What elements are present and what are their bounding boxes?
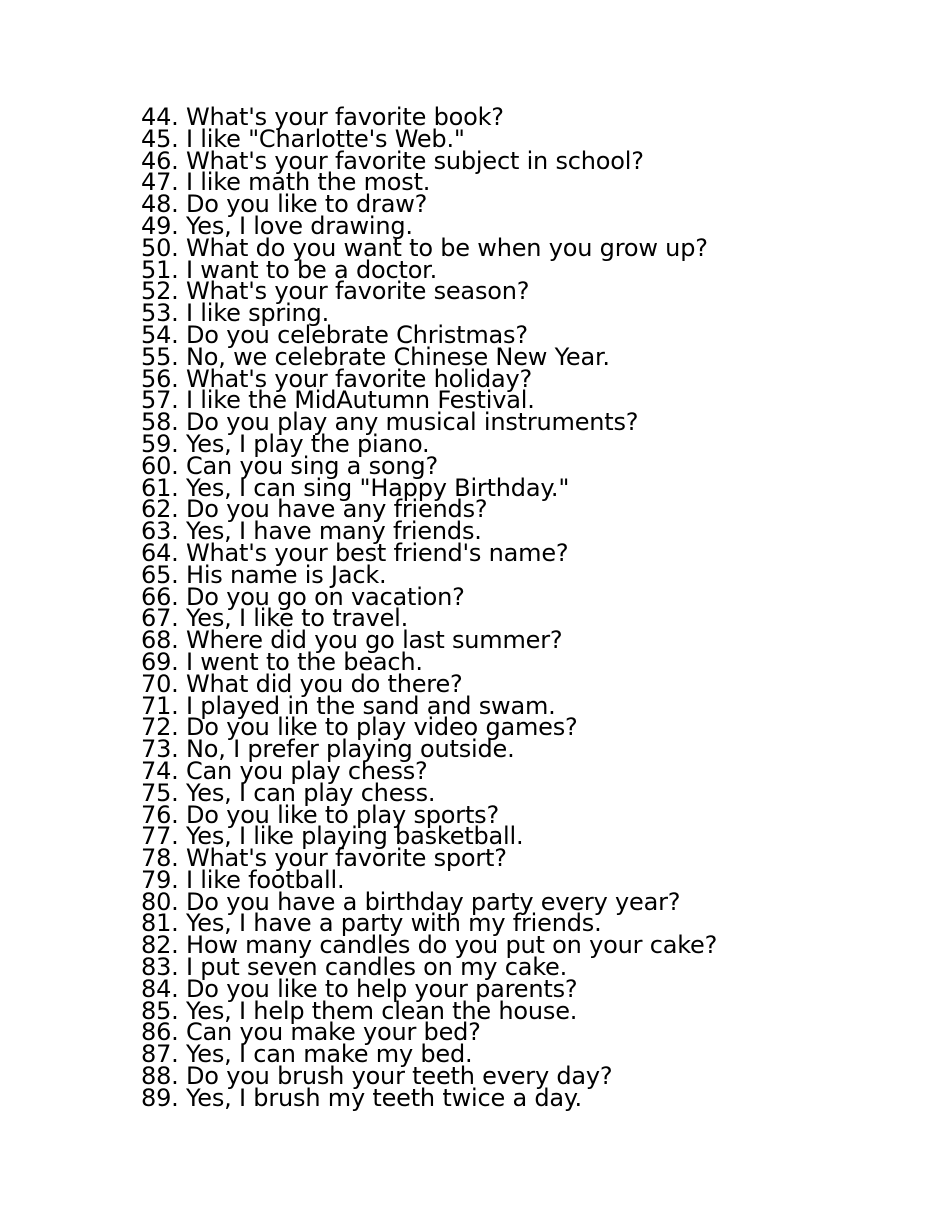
- document-line: 50. What do you want to be when you grow up?: [141, 233, 708, 262]
- document-line: 70. What did you do there?: [141, 669, 463, 698]
- document-line: 45. I like "Charlotte's Web.": [141, 124, 465, 153]
- document-line: 61. Yes, I can sing "Happy Birthday.": [141, 473, 570, 502]
- document-line: 48. Do you like to draw?: [141, 190, 428, 219]
- document-line: 85. Yes, I help them clean the house.: [141, 996, 578, 1025]
- document-line: 82. How many candles do you put on your cake?: [141, 931, 718, 960]
- document-line: 65. His name is Jack.: [141, 560, 387, 589]
- document-line: 78. What's your favorite sport?: [141, 844, 507, 873]
- document-line: 74. Can you play chess?: [141, 756, 428, 785]
- document-line: 75. Yes, I can play chess.: [141, 778, 436, 807]
- document-line: 58. Do you play any musical instruments?: [141, 408, 639, 437]
- document-line: 73. No, I prefer playing outside.: [141, 735, 515, 764]
- document-line: 57. I like the MidAutumn Festival.: [141, 386, 535, 415]
- document-line: 71. I played in the sand and swam.: [141, 691, 556, 720]
- document-line: 54. Do you celebrate Christmas?: [141, 320, 528, 349]
- document-line: 60. Can you sing a song?: [141, 451, 438, 480]
- document-line: 56. What's your favorite holiday?: [141, 364, 533, 393]
- document-line: 77. Yes, I like playing basketball.: [141, 822, 524, 851]
- document-line: 72. Do you like to play video games?: [141, 713, 578, 742]
- document-line: 51. I want to be a doctor.: [141, 255, 438, 284]
- document-line: 67. Yes, I like to travel.: [141, 604, 409, 633]
- qa-line-list: [141, 103, 718, 1112]
- document-line: 64. What's your best friend's name?: [141, 538, 569, 567]
- document-line: 87. Yes, I can make my bed.: [141, 1040, 473, 1069]
- document-line: 69. I went to the beach.: [141, 647, 423, 676]
- document-line: 63. Yes, I have many friends.: [141, 517, 482, 546]
- document-line: 46. What's your favorite subject in school?: [141, 146, 644, 175]
- document-line: 84. Do you like to help your parents?: [141, 974, 578, 1003]
- document-line: 52. What's your favorite season?: [141, 277, 530, 306]
- document-line: 76. Do you like to play sports?: [141, 800, 499, 829]
- document-line: 80. Do you have a birthday party every year?: [141, 887, 681, 916]
- document-line: 86. Can you make your bed?: [141, 1018, 481, 1047]
- document-line: 66. Do you go on vacation?: [141, 582, 465, 611]
- document-line: 59. Yes, I play the piano.: [141, 429, 430, 458]
- document-line: 68. Where did you go last summer?: [141, 626, 563, 655]
- document-line: 83. I put seven candles on my cake.: [141, 953, 568, 982]
- document-line: 88. Do you brush your teeth every day?: [141, 1062, 613, 1091]
- document-line: 81. Yes, I have a party with my friends.: [141, 909, 602, 938]
- document-line: 62. Do you have any friends?: [141, 495, 488, 524]
- document-line: 47. I like math the most.: [141, 168, 431, 197]
- document-line: 89. Yes, I brush my teeth twice a day.: [141, 1083, 582, 1112]
- document-line: 49. Yes, I love drawing.: [141, 211, 413, 240]
- document-line: 55. No, we celebrate Chinese New Year.: [141, 342, 610, 371]
- document-line: 79. I like football.: [141, 865, 345, 894]
- document-line: 53. I like spring.: [141, 299, 330, 328]
- document-line: 44. What's your favorite book?: [141, 103, 504, 131]
